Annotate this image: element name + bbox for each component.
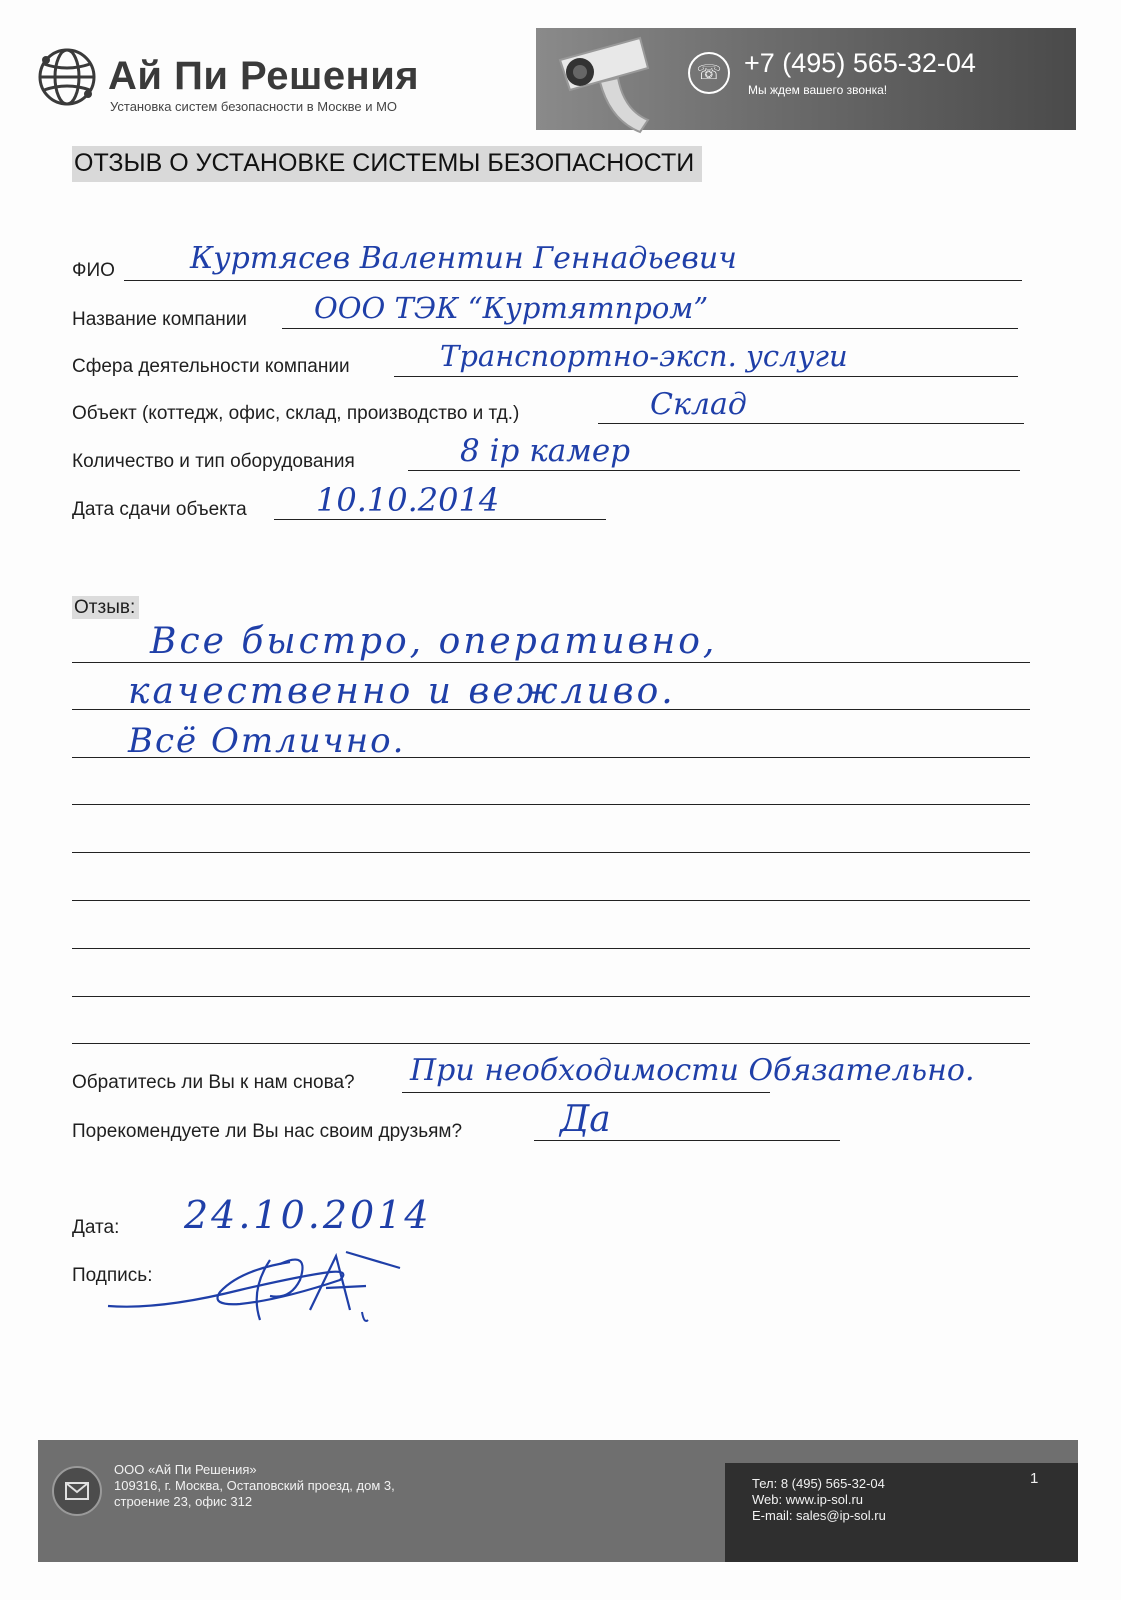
review-line (72, 948, 1030, 949)
sphere-line (394, 376, 1018, 377)
review-line (72, 900, 1030, 901)
equipment-line (408, 470, 1020, 471)
globe-logo-icon (36, 46, 98, 108)
security-camera-icon (540, 20, 660, 140)
equipment-label: Количество и тип оборудования (72, 451, 355, 472)
review-line (72, 852, 1030, 853)
company-value: ООО ТЭК “Куртятпром” (314, 291, 709, 325)
review-line (72, 662, 1030, 663)
header-phone: +7 (495) 565-32-04 (744, 48, 976, 78)
envelope-icon (52, 1466, 102, 1516)
page-title: ОТЗЫВ О УСТАНОВКЕ СИСТЕМЫ БЕЗОПАСНОСТИ (72, 146, 702, 182)
date-label: Дата: (72, 1217, 120, 1238)
date-value: 24.10.2014 (184, 1193, 432, 1237)
signature-graphic (100, 1240, 420, 1330)
footer-tel: Тел: 8 (495) 565-32-04 (752, 1476, 885, 1491)
footer-address-2: строение 23, офис 312 (114, 1494, 253, 1509)
footer-address-1: 109316, г. Москва, Остаповский проезд, дом 3, (114, 1478, 395, 1493)
review-line (72, 1043, 1030, 1044)
again-line (402, 1092, 770, 1093)
review-text-line-3: Всё Отлично. (128, 721, 406, 761)
date-done-line (274, 519, 606, 520)
recommend-line (534, 1140, 840, 1141)
review-line (72, 996, 1030, 997)
phone-icon: ☏ (688, 52, 730, 94)
recommend-value: Да (560, 1099, 611, 1140)
company-line (282, 328, 1018, 329)
page-number: 1 (1030, 1470, 1039, 1487)
header-phone-note: Мы ждем вашего звонка! (748, 83, 888, 97)
review-label: Отзыв: (72, 596, 139, 619)
object-value: Склад (650, 387, 747, 422)
company-label: Название компании (72, 309, 247, 330)
date-done-value: 10.10.2014 (316, 481, 500, 519)
name-line (124, 280, 1022, 281)
footer-web: Web: www.ip-sol.ru (752, 1492, 864, 1507)
name-value: Куртясев Валентин Геннадьевич (190, 241, 737, 276)
name-label: ФИО (72, 260, 115, 281)
object-label: Объект (коттедж, офис, склад, производство и тд.) (72, 403, 520, 424)
review-line (72, 804, 1030, 805)
brand-name: Ай Пи Решения (108, 54, 420, 98)
recommend-label: Порекомендуете ли Вы нас своим друзьям? (72, 1121, 463, 1142)
signature-label: Подпись: (72, 1265, 153, 1286)
again-value: При необходимости Обязательно. (410, 1053, 975, 1088)
again-label: Обратитесь ли Вы к нам снова? (72, 1072, 355, 1093)
sphere-label: Сфера деятельности компании (72, 356, 350, 377)
review-text-line-2: качественно и вежливо. (128, 671, 676, 712)
footer-company: ООО «Ай Пи Решения» (114, 1462, 257, 1477)
brand-tagline: Установка систем безопасности в Москве и МО (110, 99, 398, 114)
footer-email: E-mail: sales@ip-sol.ru (752, 1508, 886, 1523)
sphere-value: Транспортно-эксп. услуги (440, 339, 848, 373)
review-text-line-1: Все быстро, оперативно, (150, 621, 718, 662)
object-line (598, 423, 1024, 424)
date-done-label: Дата сдачи объекта (72, 499, 247, 520)
equipment-value: 8 ip камер (460, 433, 631, 469)
